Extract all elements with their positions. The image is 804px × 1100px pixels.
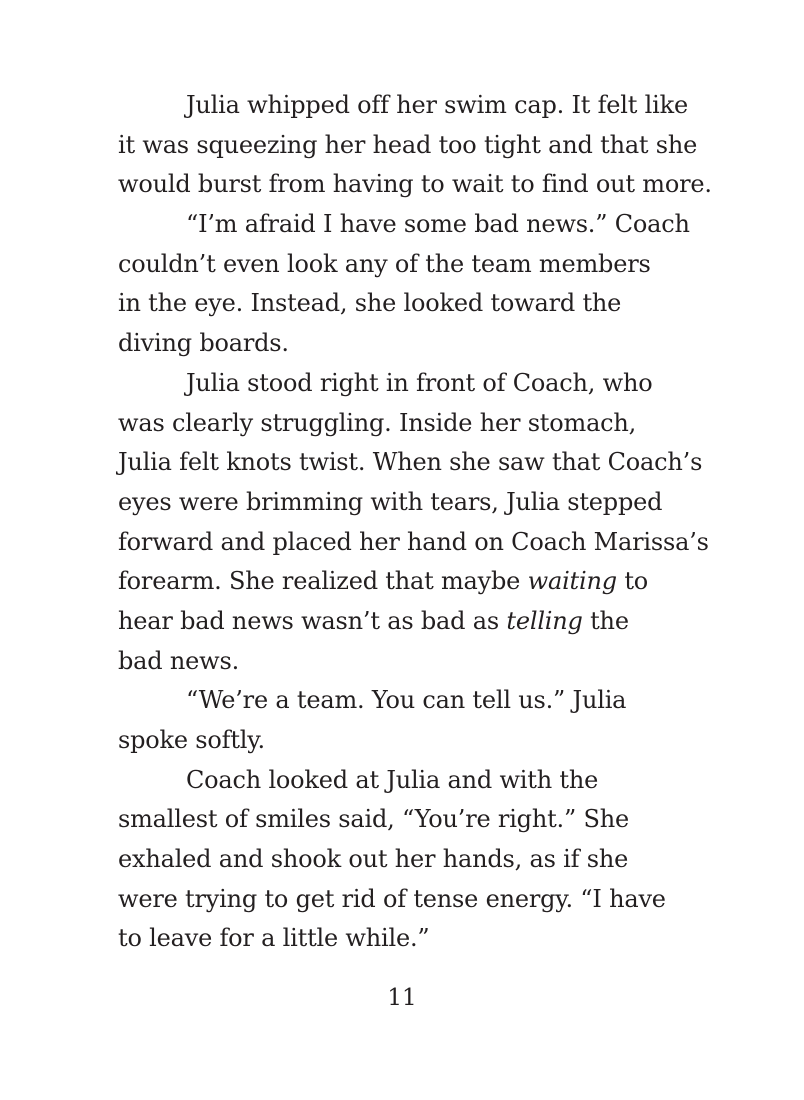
text-segment: in the eye. Instead, she looked toward the — [118, 289, 622, 318]
text-segment: forearm. She realized that maybe — [118, 567, 528, 596]
text-line — [118, 919, 738, 959]
text-segment: Julia felt knots twist. When she saw that Coach’s — [118, 448, 703, 477]
text-segment: to leave for a little while.” — [118, 924, 430, 953]
text-segment: Julia whipped off her swim cap. It felt like — [186, 91, 688, 119]
text-line — [118, 324, 738, 364]
text-segment: to — [616, 567, 649, 596]
text-segment: “We’re a team. You can tell us.” Julia — [186, 686, 627, 715]
italic-word: waiting — [527, 567, 617, 596]
text-line — [118, 364, 738, 404]
text-segment: smallest of smiles said, “You’re right.” She — [118, 805, 629, 834]
text-line — [118, 86, 738, 126]
text-segment: couldn’t even look any of the team members — [118, 249, 651, 278]
text-line — [118, 165, 738, 205]
text-segment: eyes were brimming with tears, Julia stepped — [118, 487, 663, 516]
text-line — [118, 523, 738, 563]
text-line — [118, 443, 738, 483]
text-segment: “I’m afraid I have some bad news.” Coach — [186, 210, 690, 239]
text-line — [118, 483, 738, 523]
body-text — [118, 86, 738, 959]
text-line — [118, 205, 738, 245]
text-segment: was clearly struggling. Inside her stomach, — [118, 408, 637, 437]
text-line — [118, 126, 738, 166]
text-line — [118, 721, 738, 761]
text-line — [118, 800, 738, 840]
text-segment: spoke softly. — [118, 726, 265, 754]
text-line — [118, 602, 738, 642]
italic-word: telling — [506, 606, 583, 635]
text-segment: it was squeezing her head too tight and that she — [118, 130, 698, 159]
text-line — [118, 562, 738, 602]
text-segment: diving boards. — [118, 329, 289, 358]
text-segment: were trying to get rid of tense energy. “I have — [118, 884, 666, 913]
text-line — [118, 404, 738, 444]
page-number: 11 — [387, 985, 417, 1011]
text-segment: Coach looked at Julia and with the — [186, 765, 599, 794]
text-segment: hear bad news wasn’t as bad as — [118, 606, 507, 635]
text-segment: bad news. — [118, 646, 240, 675]
text-line — [118, 761, 738, 801]
text-line — [118, 880, 738, 920]
text-segment: exhaled and shook out her hands, as if she — [118, 845, 629, 874]
text-line — [118, 681, 738, 721]
text-segment: forward and placed her hand on Coach Marissa’s — [118, 527, 709, 556]
text-segment: the — [582, 606, 629, 635]
text-line — [118, 642, 738, 682]
text-segment: Julia stood right in front of Coach, who — [186, 368, 653, 397]
text-line — [118, 284, 738, 324]
text-line — [118, 840, 738, 880]
text-segment: would burst from having to wait to find out more. — [118, 170, 712, 199]
text-line — [118, 245, 738, 285]
